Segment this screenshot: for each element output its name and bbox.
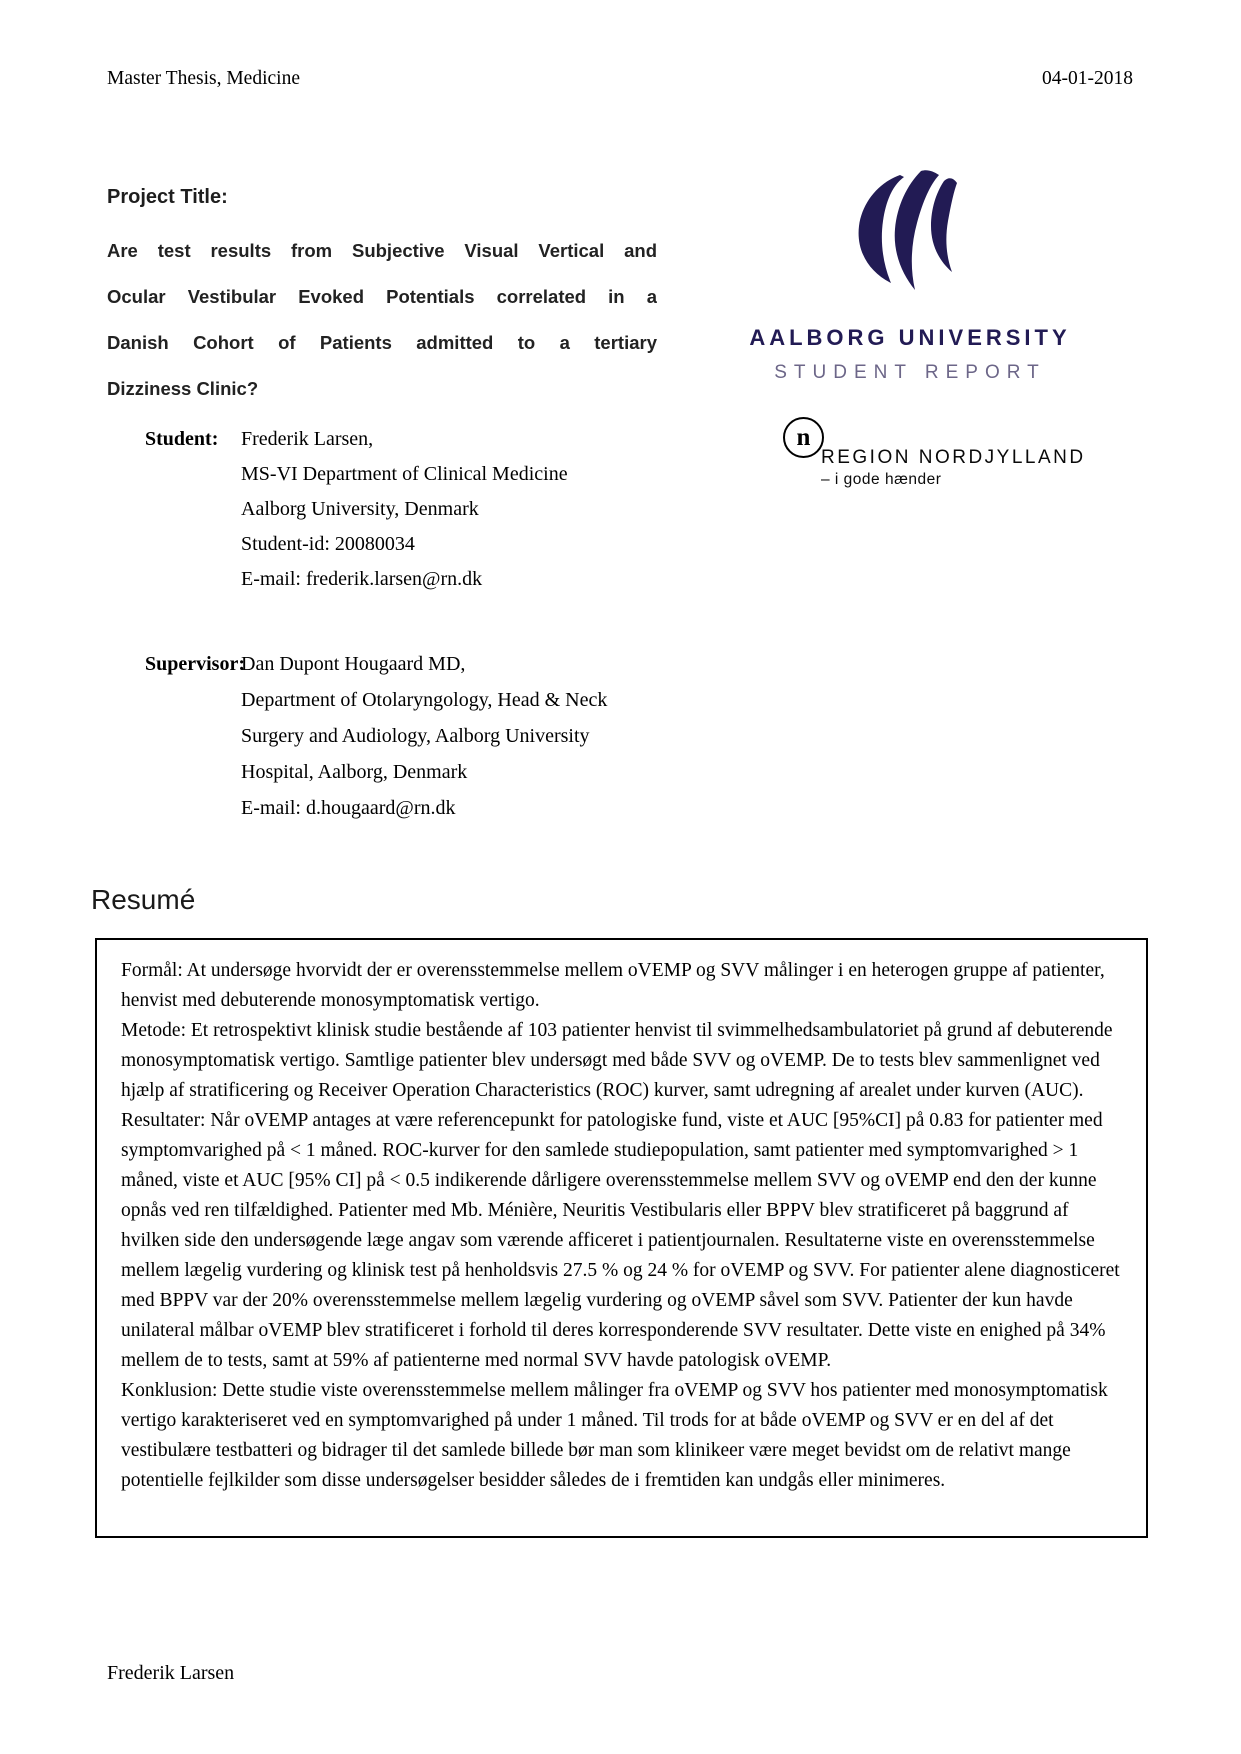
supervisor-line: Hospital, Aalborg, Denmark <box>241 761 468 783</box>
supervisor-line: Surgery and Audiology, Aalborg University <box>241 725 590 747</box>
supervisor-lines <box>241 646 607 826</box>
supervisor-line: E-mail: d.hougaard@rn.dk <box>241 797 456 819</box>
resume-box <box>95 938 1148 1538</box>
thesis-title <box>107 228 657 412</box>
header-date: 04-01-2018 <box>1042 68 1133 89</box>
student-line: MS-VI Department of Clinical Medicine <box>241 463 568 485</box>
supervisor-label: Supervisor: <box>145 653 245 675</box>
region-tagline-text: – i gode hænder <box>821 471 942 488</box>
region-monogram-icon: n <box>783 417 824 458</box>
project-title-label: Project Title: <box>107 186 228 208</box>
student-line: Frederik Larsen, <box>241 428 374 450</box>
student-lines <box>241 422 568 597</box>
resume-paragraph-metode: Metode: Et retrospektivt klinisk studie bestående af 103 patienter henvist til svimmelhedsambulatoriet på grund af debuterende monosymptomatisk vertigo. Samtlige patienter blev undersøgt med både SVV og oVEMP. De to tests blev sammenlignet ved hjælp af stratificering og Receiver Operation Characteristics (ROC) kurver, samt udregning af arealet under kurven (AUC). <box>121 1020 1113 1101</box>
thesis-title-line: Danish Cohort of Patients admitted to a tertiary <box>107 332 657 353</box>
aau-wordmark <box>730 325 1090 384</box>
student-line: E-mail: frederik.larsen@rn.dk <box>241 568 483 590</box>
thesis-title-line: Are test results from Subjective Visual Vertical and <box>107 240 657 261</box>
resume-paragraph-resultater: Resultater: Når oVEMP antages at være referencepunkt for patologiske fund, viste et AUC [95%CI] på 0.83 for patienter med symptomvarighed på < 1 måned. ROC-kurver for den samlede studiepopulation, samt patienter med symptomvarighed > 1 måned, viste et AUC [95% CI] på < 0.5 indikerende dårligere overensstemmelse mellem SVV og oVEMP end den der kunne opnås ved ren tilfældighed. Patienter med Mb. Ménière, Neuritis Vestibularis eller BPPV blev stratificeret på baggrund af hvilken side den undersøgende læge angav som værende afficeret i patientjournalen. Resultaterne viste en overensstemmelse mellem lægelig vurdering og klinisk test på henholdsvis 27.5 % og 24 % for oVEMP og SVV. For patienter alene diagnosticeret med BPPV var der 20% overensstemmelse mellem lægelig vurdering og oVEMP såvel som SVV. Patienter der kun havde unilateral målbar oVEMP blev stratificeret i forhold til deres korresponderende SVV resultater. Dette viste en enighed på 34% mellem de to tests, samt at 59% af patienterne med normal SVV havde patologisk oVEMP. <box>121 1110 1120 1371</box>
thesis-title-line: Dizziness Clinic? <box>107 378 259 399</box>
resume-paragraph-formal: Formål: At undersøge hvorvidt der er overensstemmelse mellem oVEMP og SVV målinger i en heterogen gruppe af patienter, henvist med debuterende monosymptomatisk vertigo. <box>121 960 1105 1011</box>
region-name-text: REGION NORDJYLLAND <box>821 447 1086 468</box>
student-label: Student: <box>145 428 219 450</box>
student-line: Aalborg University, Denmark <box>241 498 479 520</box>
student-section <box>145 422 568 597</box>
student-line: Student-id: 20080034 <box>241 533 415 555</box>
thesis-title-line: Ocular Vestibular Evoked Potentials correlated in a <box>107 286 657 307</box>
region-text <box>821 447 1086 489</box>
footer-author: Frederik Larsen <box>107 1662 235 1684</box>
header-left-text: Master Thesis, Medicine <box>107 68 300 89</box>
supervisor-line: Department of Otolaryngology, Head & Neck <box>241 689 608 711</box>
resume-heading: Resumé <box>91 884 196 915</box>
aau-logo-swoosh-icon <box>848 170 958 292</box>
resume-paragraph-konklusion: Konklusion: Dette studie viste overensstemmelse mellem målinger fra oVEMP og SVV hos patienter med monosymptomatisk vertigo karakteriseret ved en symptomvarighed på under 1 måned. Til trods for at både oVEMP og SVV er en del af det vestibulære testbatteri og bidrager til det samlede billede bør man som klinikeer være meget bevidst om de relativt mange potentielle fejlkilder som disse undersøgelser besidder således de i fremtiden kan undgås eller minimeres. <box>121 1380 1108 1491</box>
page-header <box>107 68 1133 90</box>
student-report-text: STUDENT REPORT <box>774 362 1046 383</box>
aau-university-text: AALBORG UNIVERSITY <box>749 325 1071 350</box>
supervisor-section <box>145 646 607 826</box>
supervisor-line: Dan Dupont Hougaard MD, <box>241 653 466 675</box>
